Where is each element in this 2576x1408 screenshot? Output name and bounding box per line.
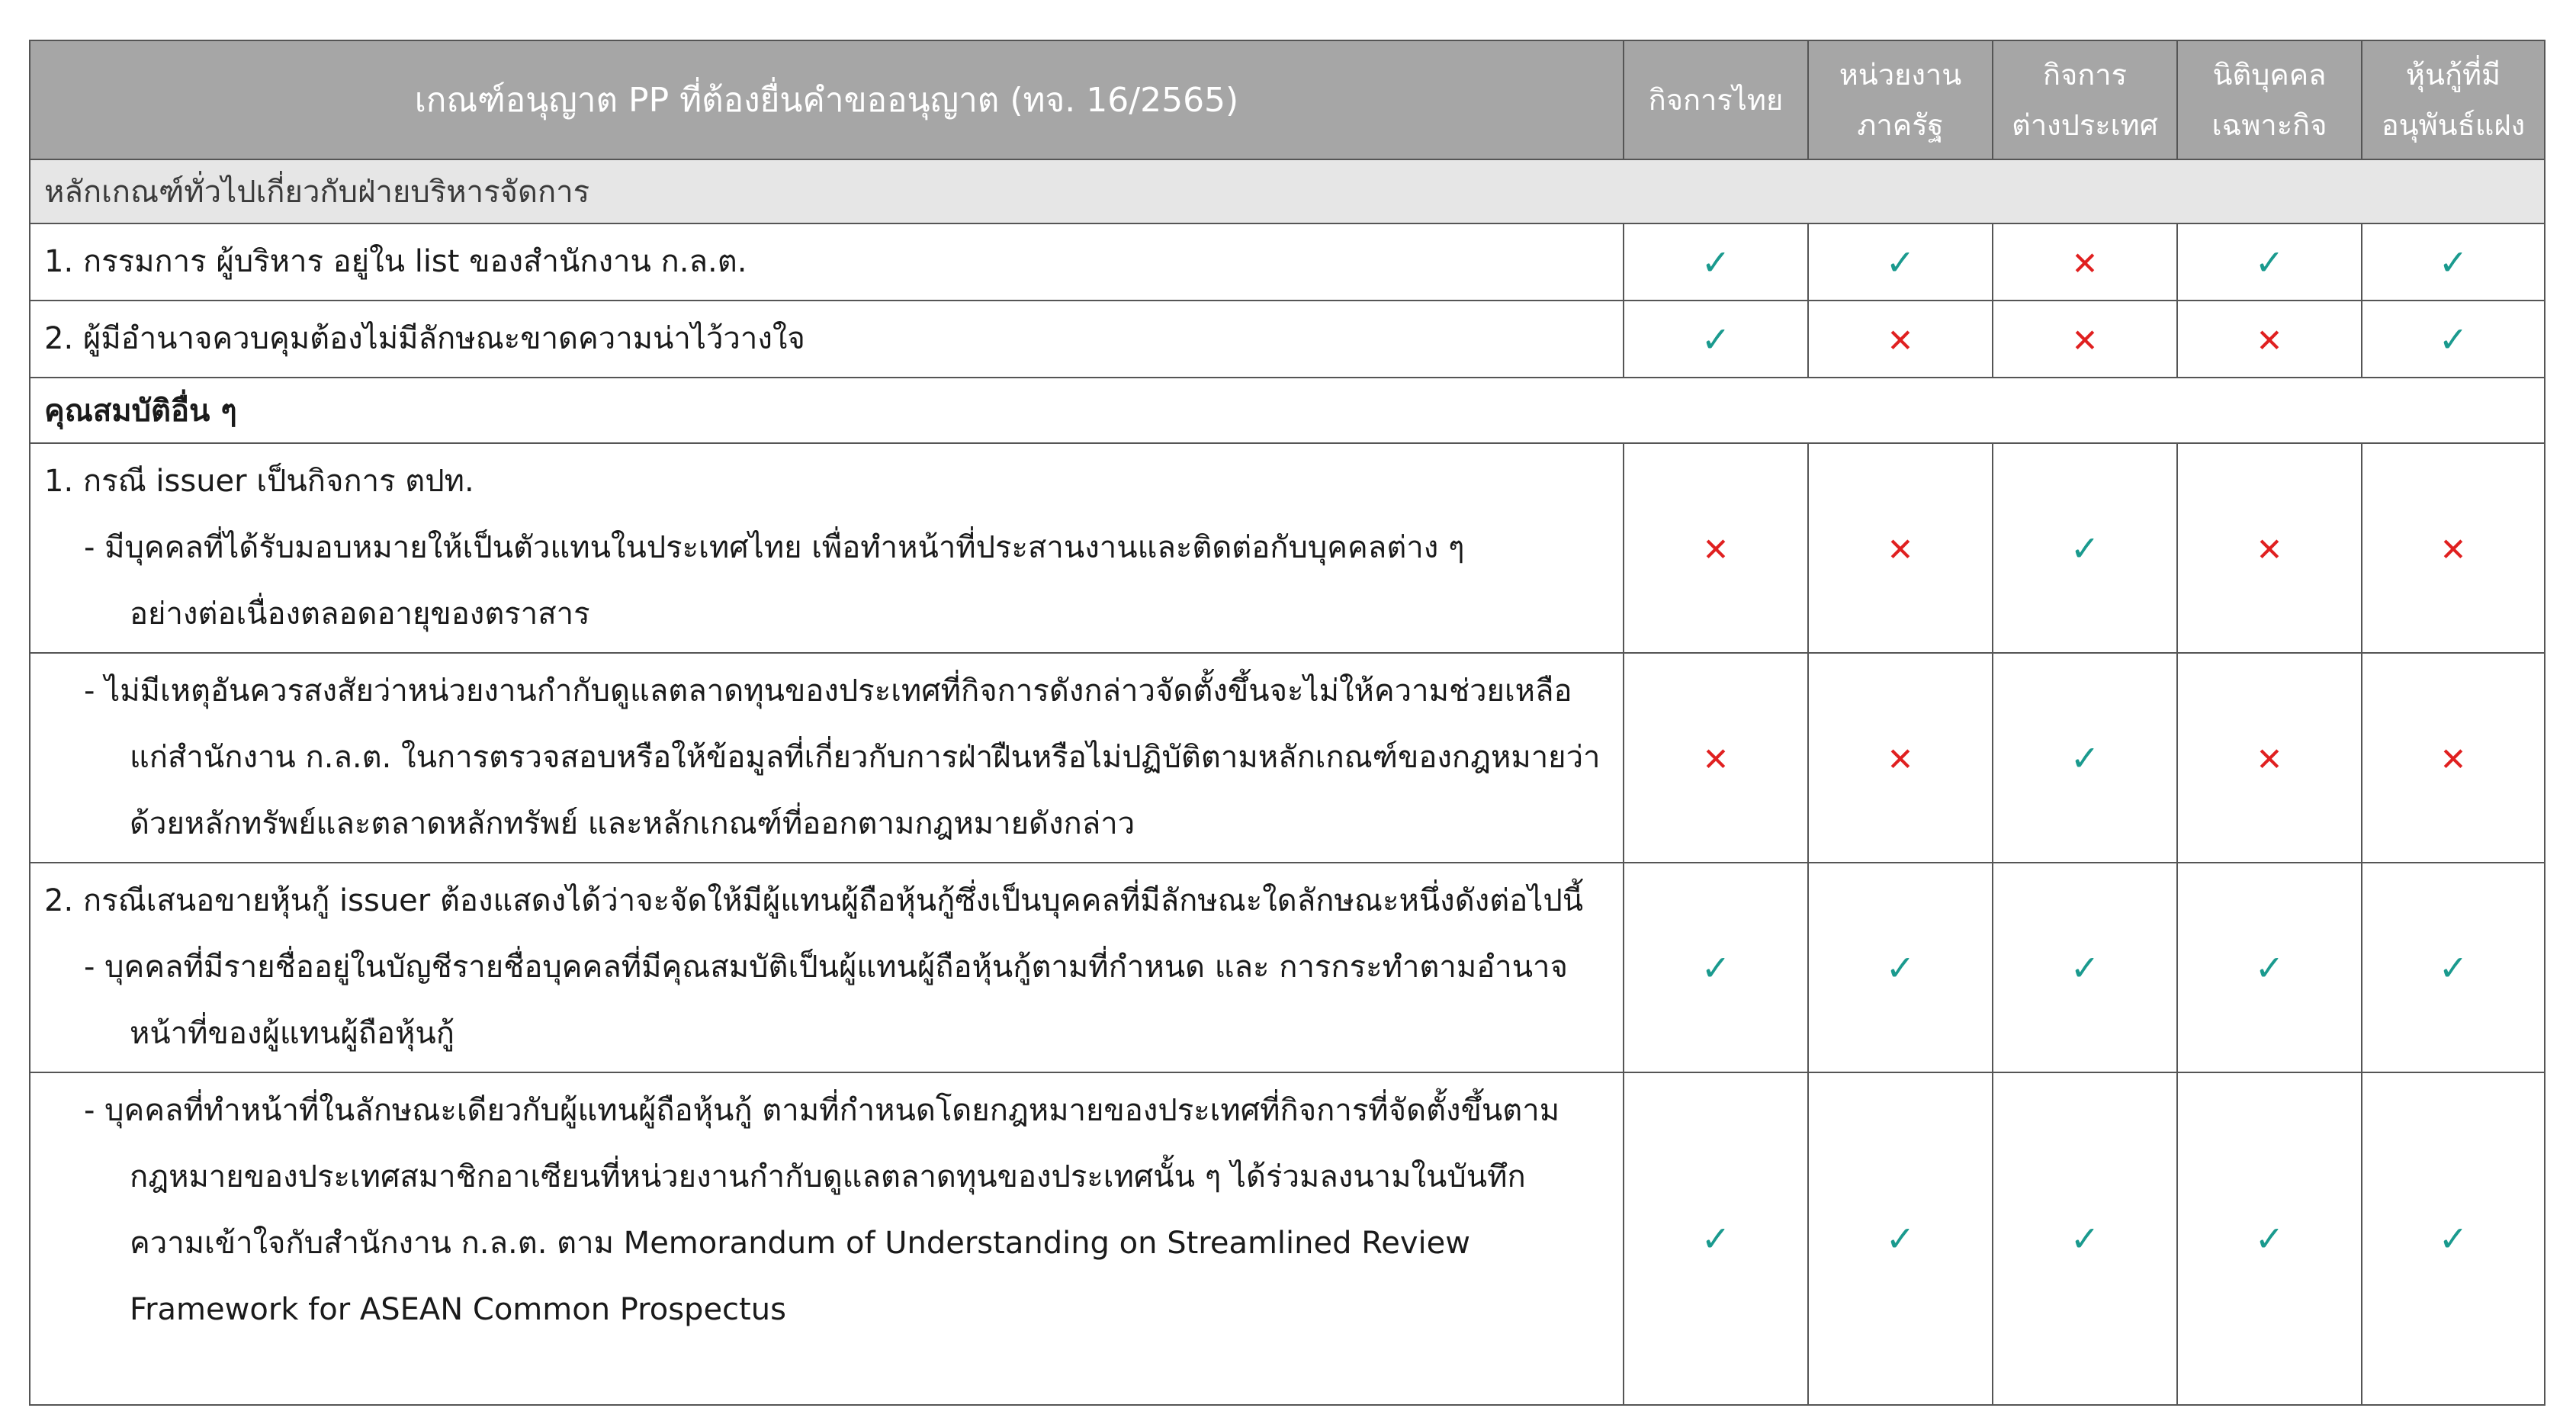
mark-cell — [1993, 223, 2177, 301]
mark-cell — [1624, 443, 1808, 653]
section-row — [30, 378, 2545, 443]
mark-cell — [2362, 223, 2545, 301]
mark-cell — [2177, 1072, 2362, 1405]
mark-cell — [1624, 301, 1808, 378]
criteria-text: 2. ผู้มีอำนาจควบคุมต้องไม่มีลักษณะขาดความน่าไว้วางใจ — [30, 301, 1624, 378]
check-icon: ✓ — [2438, 241, 2468, 283]
mark-cell — [1808, 863, 1993, 1072]
mark-cell — [1624, 1072, 1808, 1405]
cross-icon: ✕ — [2439, 740, 2467, 778]
mark-cell — [2177, 301, 2362, 378]
cross-icon: ✕ — [2071, 244, 2099, 282]
cross-icon: ✕ — [2256, 530, 2283, 568]
check-icon: ✓ — [2438, 318, 2468, 360]
check-icon: ✓ — [1885, 241, 1916, 283]
criteria-text: 1. กรรมการ ผู้บริหาร อยู่ใน list ของสำนักงาน ก.ล.ต. — [30, 223, 1624, 301]
mark-cell — [2362, 863, 2545, 1072]
mark-cell — [2177, 223, 2362, 301]
cross-icon: ✕ — [2439, 530, 2467, 568]
check-icon: ✓ — [1701, 1218, 1731, 1259]
col-header-government-agency: หน่วยงาน ภาครัฐ — [1808, 40, 1993, 159]
mark-cell — [1808, 301, 1993, 378]
col-header-thai-company: กิจการไทย — [1624, 40, 1808, 159]
check-icon: ✓ — [2438, 1218, 2468, 1259]
mark-cell — [1808, 443, 1993, 653]
cross-icon: ✕ — [1887, 321, 1914, 359]
mark-cell — [1624, 653, 1808, 863]
col-header-foreign-company: กิจการ ต่างประเทศ — [1993, 40, 2177, 159]
check-icon: ✓ — [1701, 947, 1731, 988]
mark-cell — [2362, 653, 2545, 863]
cross-icon: ✕ — [1702, 740, 1730, 778]
mark-cell — [2362, 301, 2545, 378]
mark-cell — [1993, 653, 2177, 863]
mark-cell — [2362, 1072, 2545, 1405]
criteria-text: 1. กรณี issuer เป็นกิจการ ตปท. - มีบุคคลที่ได้รับมอบหมายให้เป็นตัวแทนในประเทศไทย เพื่อทำหน้าที่ประสานงานและติดต่อกับบุคคลต่าง ๆ อย่างต่อเนื่องตลอดอายุของตราสาร — [30, 443, 1624, 653]
mark-cell — [1624, 223, 1808, 301]
table-row — [30, 443, 2545, 653]
mark-cell — [1993, 301, 2177, 378]
criteria-table — [29, 40, 2545, 1406]
check-icon: ✓ — [2254, 241, 2285, 283]
cross-icon: ✕ — [2256, 321, 2283, 359]
check-icon: ✓ — [2254, 1218, 2285, 1259]
mark-cell — [1808, 653, 1993, 863]
criteria-text: 2. กรณีเสนอขายหุ้นกู้ issuer ต้องแสดงได้ว่าจะจัดให้มีผู้แทนผู้ถือหุ้นกู้ซึ่งเป็นบุคคลที่มีลักษณะใดลักษณะหนึ่งดังต่อไปนี้ - บุคคลที่มีรายชื่ออยู่ในบัญชีรายชื่อบุคคลที่มีคุณสมบัติเป็นผู้แทนผู้ถือหุ้นกู้ตามที่กำหนด และ การกระทำตามอำนาจ หน้าที่ของผู้แทนผู้ถือหุ้นกู้ — [30, 863, 1624, 1072]
check-icon: ✓ — [1701, 241, 1731, 283]
check-icon: ✓ — [1701, 318, 1731, 360]
table-row — [30, 301, 2545, 378]
criteria-text: - ไม่มีเหตุอันควรสงสัยว่าหน่วยงานกำกับดูแลตลาดทุนของประเทศที่กิจการดังกล่าวจัดตั้งขึ้นจะไม่ให้ความช่วยเหลือ แก่สำนักงาน ก.ล.ต. ในการตรวจสอบหรือให้ข้อมูลที่เกี่ยวกับการฝ่าฝืนหรือไม่ปฏิบัติตามหลักเกณฑ์ของกฎหมายว่า ด้วยหลักทรัพย์และตลาดหลักทรัพย์ และหลักเกณฑ์ที่ออกตามกฎหมายดังกล่าว — [30, 653, 1624, 863]
mark-cell — [2177, 653, 2362, 863]
check-icon: ✓ — [1885, 947, 1916, 988]
table-row — [30, 653, 2545, 863]
check-icon: ✓ — [1885, 1218, 1916, 1259]
table-row — [30, 1072, 2545, 1405]
mark-cell — [2177, 443, 2362, 653]
check-icon: ✓ — [2070, 527, 2100, 569]
check-icon: ✓ — [2070, 737, 2100, 779]
col-header-spv: นิติบุคคล เฉพาะกิจ — [2177, 40, 2362, 159]
section-title-management: หลักเกณฑ์ทั่วไปเกี่ยวกับฝ่ายบริหารจัดการ — [30, 159, 2545, 223]
section-title-other-qualifications: คุณสมบัติอื่น ๆ — [30, 378, 2545, 443]
mark-cell — [1624, 863, 1808, 1072]
mark-cell — [2177, 863, 2362, 1072]
criteria-text: - บุคคลที่ทำหน้าที่ในลักษณะเดียวกับผู้แทนผู้ถือหุ้นกู้ ตามที่กำหนดโดยกฎหมายของประเทศที่กิจการที่จัดตั้งขึ้นตาม กฎหมายของประเทศสมาชิกอาเซียนที่หน่วยงานกำกับดูแลตลาดทุนของประเทศนั้น ๆ ได้ร่วมลงนามในบันทึก ความเข้าใจกับสำนักงาน ก.ล.ต. ตาม Memorandum of Understanding on Streamlined Review Framework for ASEAN Common Prospectus — [30, 1072, 1624, 1405]
cross-icon: ✕ — [2071, 321, 2099, 359]
mark-cell — [2362, 443, 2545, 653]
header-row — [30, 40, 2545, 159]
check-icon: ✓ — [2070, 947, 2100, 988]
mark-cell — [1808, 223, 1993, 301]
col-header-structured-note: หุ้นกู้ที่มี อนุพันธ์แฝง — [2362, 40, 2545, 159]
table-row — [30, 223, 2545, 301]
check-icon: ✓ — [2070, 1218, 2100, 1259]
cross-icon: ✕ — [1887, 530, 1914, 568]
check-icon: ✓ — [2438, 947, 2468, 988]
cross-icon: ✕ — [1702, 530, 1730, 568]
cross-icon: ✕ — [2256, 740, 2283, 778]
table-title: เกณฑ์อนุญาต PP ที่ต้องยื่นคำขออนุญาต (ทจ. 16/2565) — [30, 40, 1624, 159]
section-row — [30, 159, 2545, 223]
cross-icon: ✕ — [1887, 740, 1914, 778]
mark-cell — [1993, 1072, 2177, 1405]
check-icon: ✓ — [2254, 947, 2285, 988]
mark-cell — [1808, 1072, 1993, 1405]
mark-cell — [1993, 443, 2177, 653]
mark-cell — [1993, 863, 2177, 1072]
table-row — [30, 863, 2545, 1072]
